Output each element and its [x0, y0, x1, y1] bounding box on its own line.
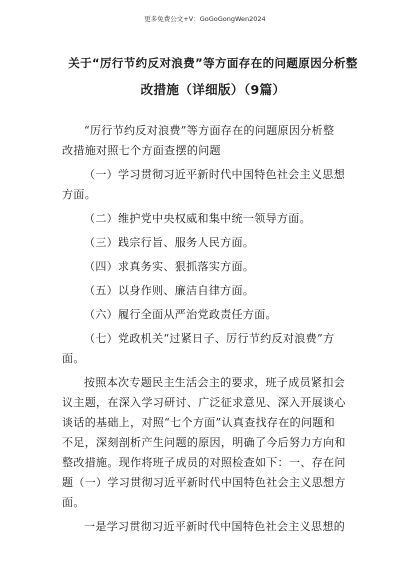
item-3: （三）践宗行旨、服务人民方面。	[84, 236, 255, 249]
item-7-line-2: 面。	[62, 352, 85, 365]
last-line: 一是学习贯彻习近平新时代中国特色社会主义思想的	[84, 520, 346, 533]
item-7-line-1: （七）党政机关“过紧日子、厉行节约反对浪费”方	[84, 332, 335, 345]
header-note: 更多免费公文+V：GoGoGongWen2024	[144, 15, 266, 23]
document-title-line-2: 改措施（详细版）（9篇）	[140, 82, 286, 97]
item-1-line-1: （一）学习贯彻习近平新时代中国特色社会主义思想	[84, 168, 346, 181]
item-5: （五）以身作则、廉洁自律方面。	[84, 284, 255, 297]
paragraph-line-7: 面。	[62, 496, 85, 509]
paragraph-line-5: 整改措施。现作将班子成员的对照检查如下：一、存在问	[62, 456, 346, 469]
intro-line-2: 改措施对照七个方面查摆的问题	[62, 144, 221, 157]
paragraph-line-6: 题（一）学习贯彻习近平新时代中国特色社会主义思想方	[62, 476, 346, 489]
item-4: （四）求真务实、狠抓落实方面。	[84, 260, 255, 273]
paragraph-line-1: 按照本次专题民主生活会主的要求，班子成员紧扣会	[84, 376, 346, 389]
document-title-line-1: 关于“厉行节约反对浪费”等方面存在的问题原因分析整	[68, 56, 358, 70]
item-1-line-2: 方面。	[62, 188, 97, 201]
paragraph-line-3: 谈话的基础上，对照“七个方面”认真查找存在的问题和	[62, 416, 335, 429]
intro-line-1: “厉行节约反对浪费”等方面存在的问题原因分析整	[84, 124, 335, 137]
paragraph-line-2: 议主题，在深入学习研讨、广泛征求意见、深入开展谈心	[62, 396, 346, 409]
item-6: （六）履行全面从严治党政责任方面。	[84, 308, 277, 321]
item-2: （二）维护党中央权威和集中统一领导方面。	[84, 212, 311, 225]
paragraph-line-4: 不足，深刻剖析产生问题的原因，明确了今后努力方向和	[62, 436, 346, 449]
